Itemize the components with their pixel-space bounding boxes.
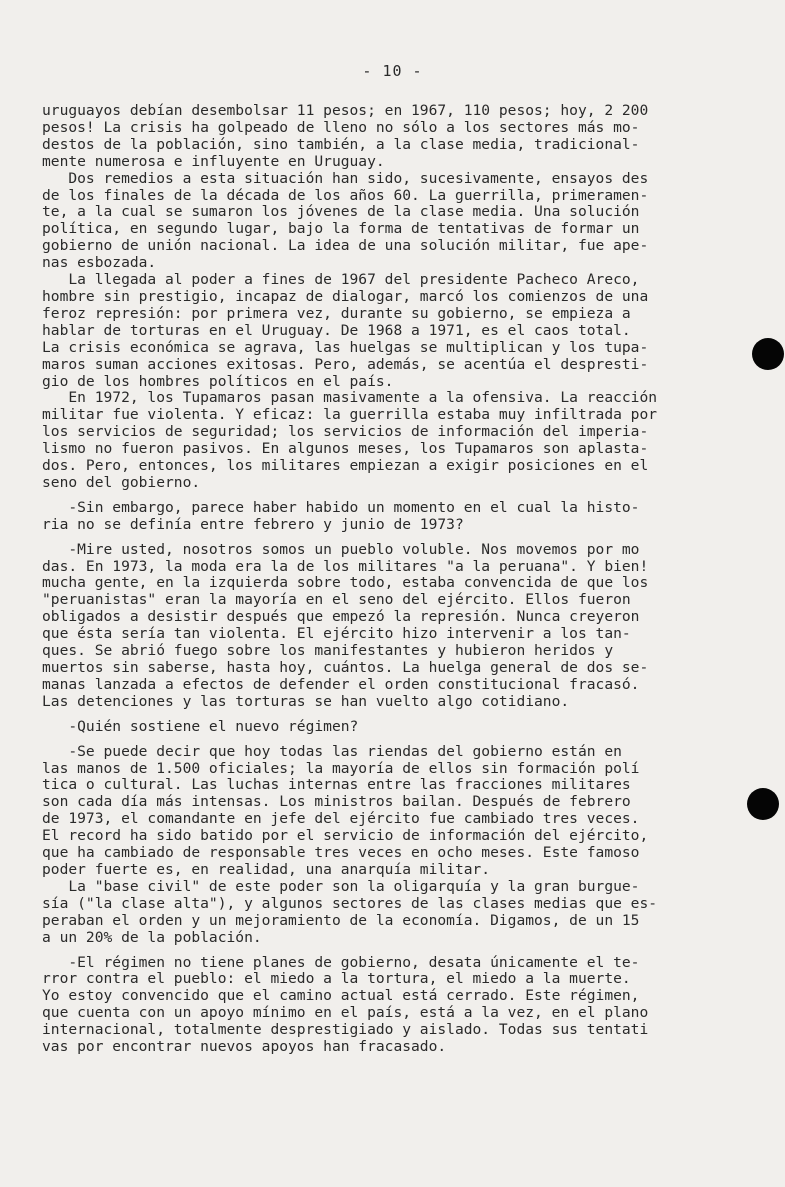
paragraph	[42, 879, 762, 947]
text-line: sía ("la clase alta"), y algunos sectores de las clases medias que es-	[42, 894, 658, 912]
paragraph	[42, 272, 762, 390]
text-line: -Se puede decir que hoy todas las riendas del gobierno están en	[42, 742, 622, 760]
text-line: ques. Se abrió fuego sobre los manifestantes y hubieron heridos y	[42, 642, 614, 660]
paragraph	[42, 719, 762, 736]
text-line: mucha gente, en la izquierda sobre todo, estaba convencida de que los	[42, 574, 649, 592]
text-line: obligados a desistir después que empezó la represión. Nunca creyeron	[42, 608, 640, 626]
text-line: política, en segundo lugar, bajo la forma de tentativas de formar un	[42, 220, 640, 238]
text-line: lismo no fueron pasivos. En algunos meses, los Tupamaros son aplasta-	[42, 440, 649, 458]
paragraph	[42, 744, 762, 879]
text-line: En 1972, los Tupamaros pasan masivamente a la ofensiva. La reacción	[42, 389, 658, 407]
text-line: pesos! La crisis ha golpeado de lleno no sólo a los sectores más mo-	[42, 118, 640, 136]
text-line: maros suman acciones exitosas. Pero, además, se acentúa el despresti-	[42, 355, 649, 373]
text-line: muertos sin saberse, hasta hoy, cuántos. La huelga general de dos se-	[42, 659, 649, 676]
text-line: gobierno de unión nacional. La idea de una solución militar, fue ape-	[42, 237, 649, 255]
text-line: Las detenciones y las torturas se han vuelto algo cotidiano.	[42, 692, 570, 710]
text-line: hablar de torturas en el Uruguay. De 1968 a 1971, es el caos total.	[42, 321, 631, 339]
text-line: Yo estoy convencido que el camino actual está cerrado. Este régimen,	[42, 987, 640, 1005]
body-text	[42, 103, 762, 1056]
paragraph	[42, 500, 762, 534]
text-line: La llegada al poder a fines de 1967 del presidente Pacheco Areco,	[42, 271, 640, 289]
text-line: -El régimen no tiene planes de gobierno, desata únicamente el te-	[42, 953, 640, 971]
text-line: a un 20% de la población.	[42, 928, 262, 946]
text-line: seno del gobierno.	[42, 473, 201, 491]
text-line: los servicios de seguridad; los servicios de información del imperia-	[42, 423, 649, 441]
text-line: uruguayos debían desembolsar 11 pesos; en 1967, 110 pesos; hoy, 2 200	[42, 102, 649, 119]
text-line: gio de los hombres políticos en el país.	[42, 372, 394, 390]
text-line: manas lanzada a efectos de defender el orden constitucional fracasó.	[42, 675, 640, 693]
text-line: El record ha sido batido por el servicio de información del ejército,	[42, 827, 649, 845]
text-line: que cuenta con un apoyo mínimo en el país, está a la vez, en el plano	[42, 1004, 649, 1022]
text-line: dos. Pero, entonces, los militares empiezan a exigir posiciones en el	[42, 457, 649, 475]
text-line: te, a la cual se sumaron los jóvenes de la clase media. Una solución	[42, 203, 640, 221]
text-line: son cada día más intensas. Los ministros bailan. Después de febrero	[42, 793, 631, 811]
text-line: -Quién sostiene el nuevo régimen?	[42, 717, 359, 735]
text-line: de 1973, el comandante en jefe del ejército fue cambiado tres veces.	[42, 810, 640, 828]
text-line: -Mire usted, nosotros somos un pueblo voluble. Nos movemos por mo	[42, 540, 640, 558]
text-line: Dos remedios a esta situación han sido, sucesivamente, ensayos des	[42, 169, 649, 187]
paragraph	[42, 542, 762, 711]
text-line: poder fuerte es, en realidad, una anarquía militar.	[42, 860, 491, 878]
text-line: las manos de 1.500 oficiales; la mayoría de ellos sin formación polí	[42, 759, 640, 777]
text-line: militar fue violenta. Y eficaz: la guerrilla estaba muy infiltrada por	[42, 406, 658, 424]
text-line: rror contra el pueblo: el miedo a la tortura, el miedo a la muerte.	[42, 970, 631, 988]
text-line: internacional, totalmente desprestigiado y aislado. Todas sus tentati	[42, 1021, 649, 1039]
text-line: que ésta sería tan violenta. El ejército hizo intervenir a los tan-	[42, 625, 631, 643]
paragraph	[42, 171, 762, 272]
paragraph	[42, 103, 762, 171]
paragraph	[42, 390, 762, 491]
text-line: feroz represión: por primera vez, durante su gobierno, se empieza a	[42, 304, 631, 322]
text-line: destos de la población, sino también, a la clase media, tradicional-	[42, 135, 640, 153]
text-line: hombre sin prestigio, incapaz de dialogar, marcó los comienzos de una	[42, 287, 649, 305]
text-line: La crisis económica se agrava, las huelgas se multiplican y los tupa-	[42, 338, 649, 356]
text-line: "peruanistas" eran la mayoría en el seno del ejército. Ellos fueron	[42, 591, 631, 609]
text-line: de los finales de la década de los años 60. La guerrilla, primeramen-	[42, 186, 649, 204]
text-line: ria no se definía entre febrero y junio de 1973?	[42, 515, 464, 533]
text-line: tica o cultural. Las luchas internas entre las fracciones militares	[42, 776, 631, 794]
page-number: - 10 -	[362, 62, 423, 80]
text-line: que ha cambiado de responsable tres veces en ocho meses. Este famoso	[42, 844, 640, 862]
text-line: La "base civil" de este poder son la oligarquía y la gran burgue-	[42, 877, 640, 895]
text-line: das. En 1973, la moda era la de los militares "a la peruana". Y bien!	[42, 557, 649, 575]
text-line: vas por encontrar nuevos apoyos han fracasado.	[42, 1038, 447, 1056]
text-line: peraban el orden y un mejoramiento de la economía. Digamos, de un 15	[42, 911, 640, 929]
paragraph	[42, 955, 762, 1056]
text-line: nas esbozada.	[42, 254, 157, 272]
text-line: mente numerosa e influyente en Uruguay.	[42, 152, 385, 170]
text-line: -Sin embargo, parece haber habido un momento en el cual la histo-	[42, 498, 640, 516]
